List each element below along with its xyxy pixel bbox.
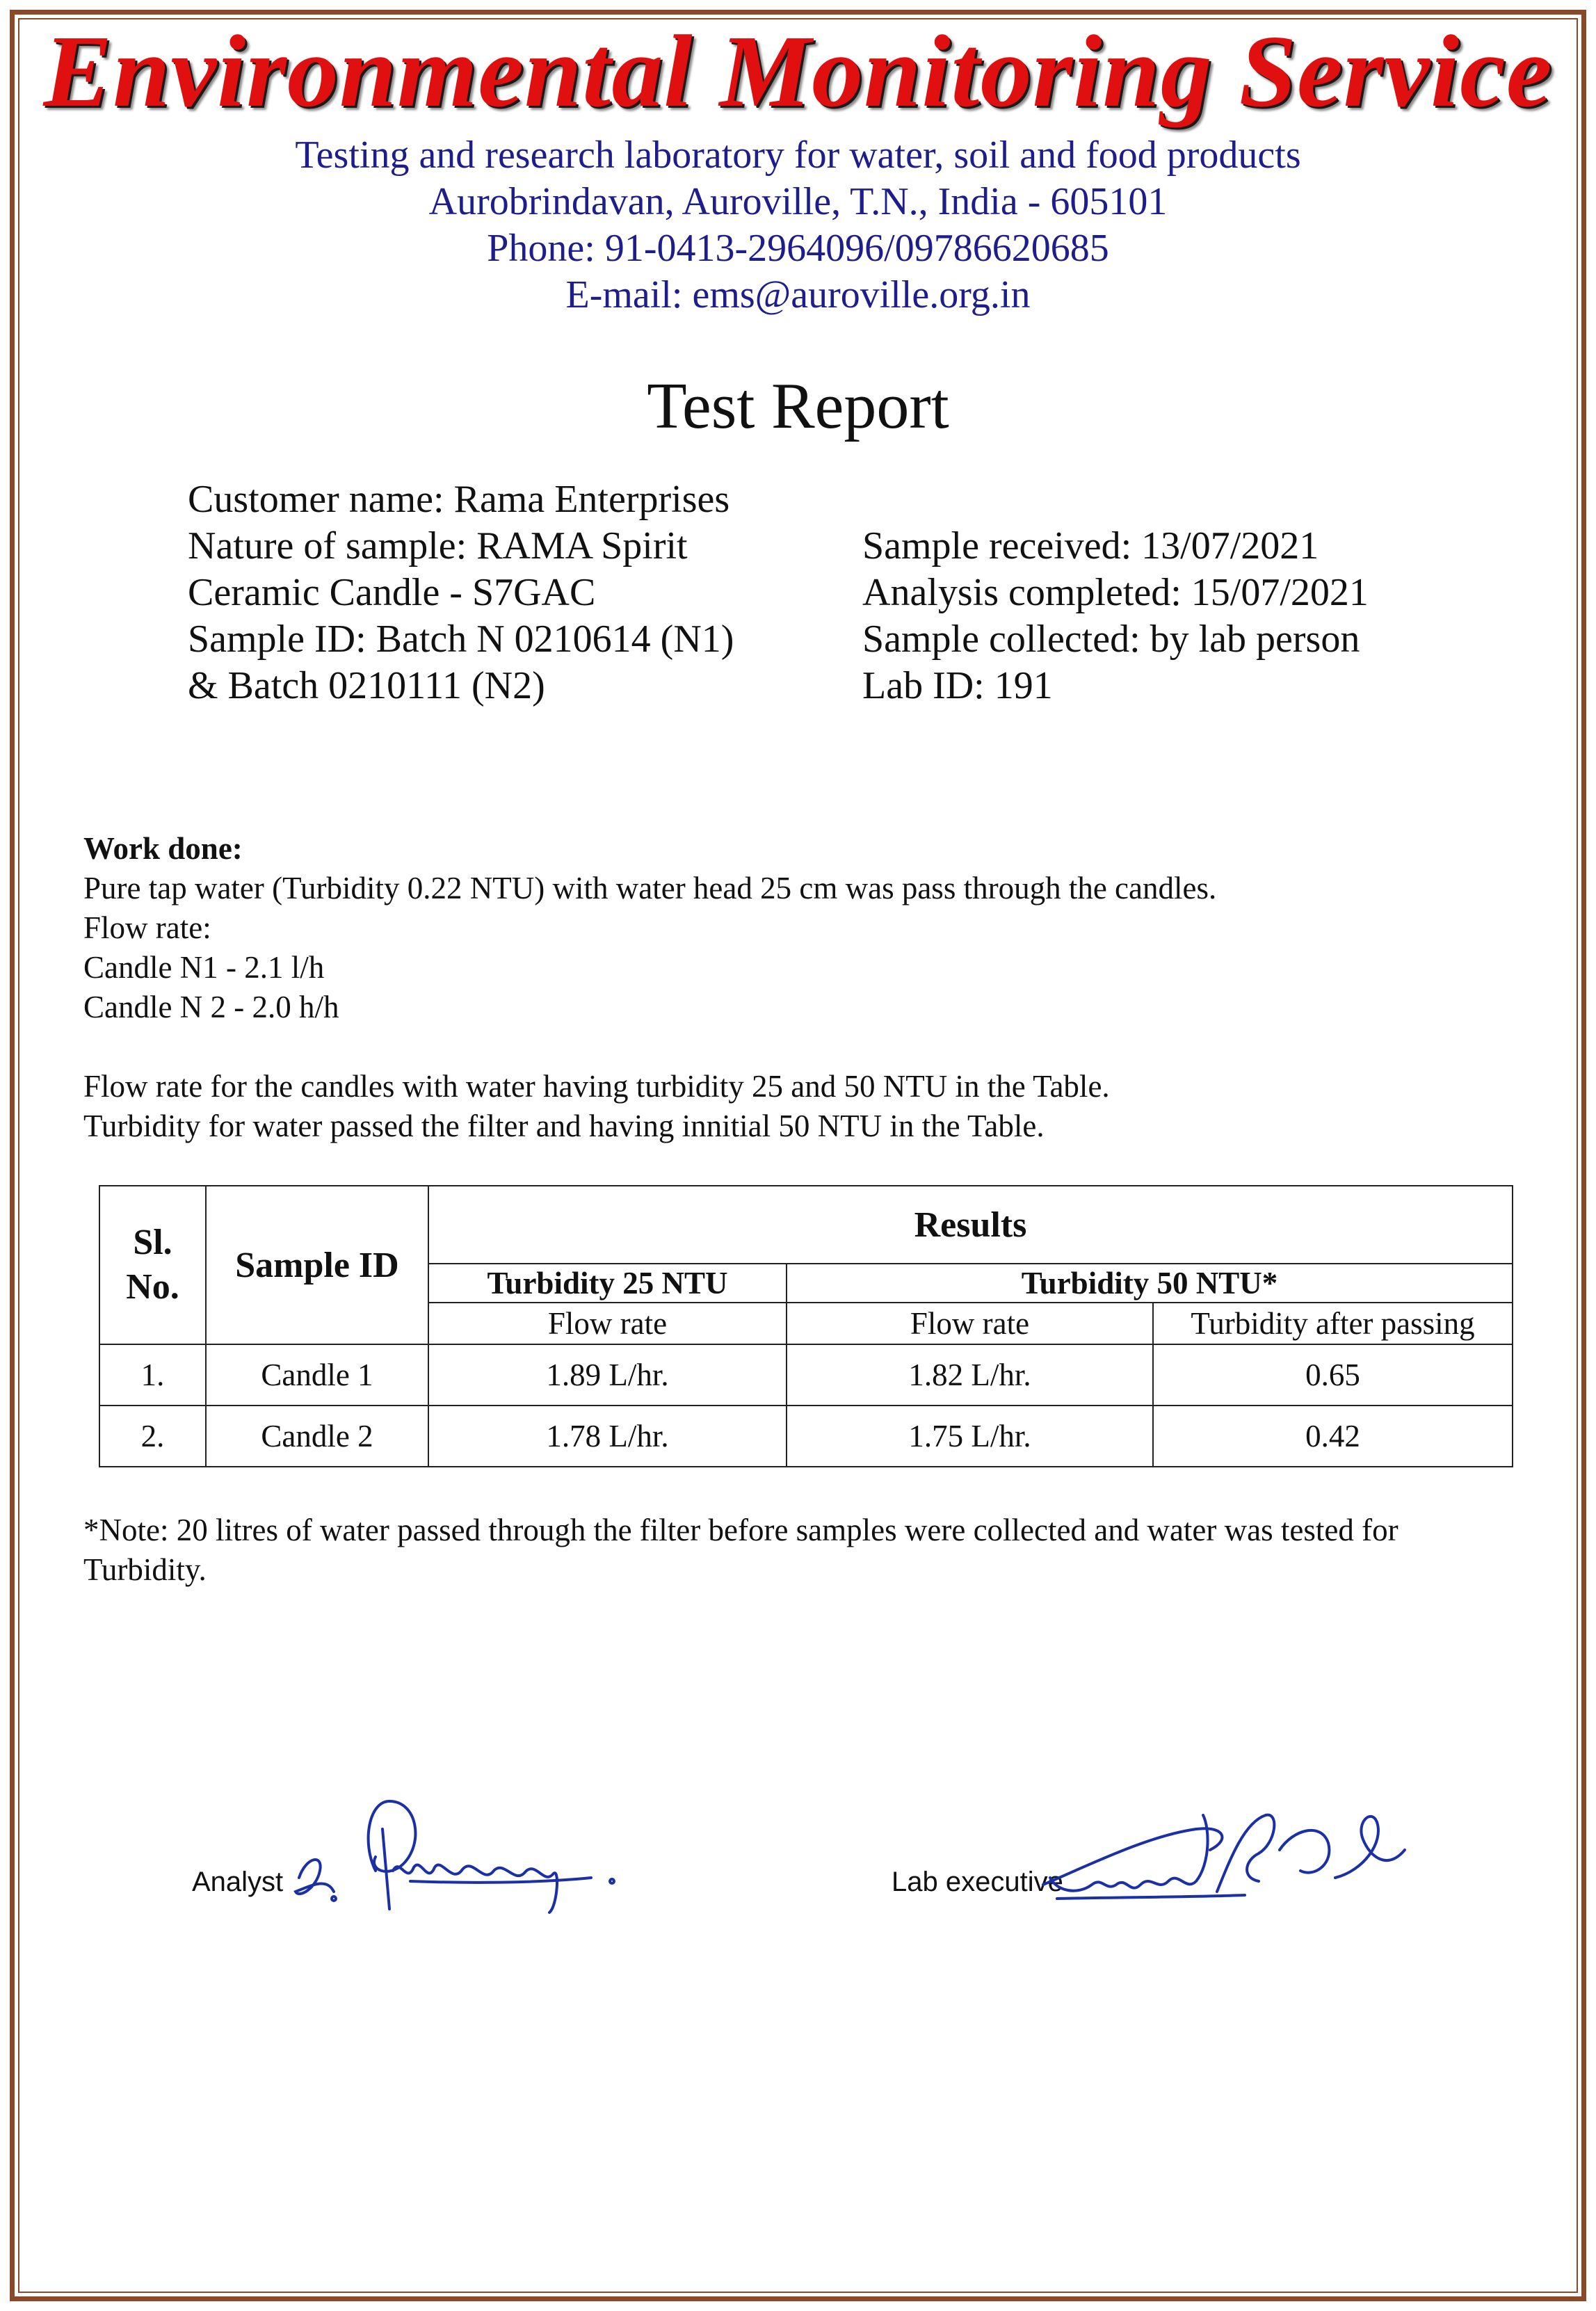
page-border-inner: [18, 18, 1578, 2293]
analyst-label: Analyst: [192, 1867, 284, 1897]
cell-turbidity-after: 0.42: [1153, 1406, 1513, 1467]
lab-id: Lab ID: 191: [862, 664, 1053, 707]
header-results: Results: [428, 1186, 1513, 1264]
cell-sl: 2.: [99, 1406, 206, 1467]
brand-logo-text: Environmental Monitoring Service: [43, 15, 1553, 129]
cell-flow-50: 1.82 L/hr.: [787, 1344, 1153, 1406]
work-line: Pure tap water (Turbidity 0.22 NTU) with water head 25 cm was pass through the candles.: [83, 871, 1217, 905]
work-done-section: [83, 829, 1216, 1146]
sample-id: Sample ID: Batch N 0210614 (N1): [188, 618, 734, 661]
work-done-heading: Work done:: [83, 831, 243, 866]
work-line: Flow rate:: [83, 910, 211, 945]
header-turbidity-50: Turbidity 50 NTU*: [787, 1264, 1513, 1303]
cell-sample: Candle 1: [206, 1344, 428, 1406]
work-line: Candle N 2 - 2.0 h/h: [83, 990, 339, 1024]
lab-phone: Phone: 91-0413-2964096/09786620685: [487, 227, 1109, 270]
analysis-completed: Analysis completed: 15/07/2021: [862, 571, 1369, 614]
header-sl-line1: Sl.: [133, 1223, 172, 1262]
header-sl-line2: No.: [126, 1267, 179, 1307]
cell-turbidity-after: 0.65: [1153, 1344, 1513, 1406]
work-line: Flow rate for the candles with water having turbidity 25 and 50 NTU in the Table.: [83, 1069, 1110, 1104]
footnote: *Note: 20 litres of water passed through the filter before samples were collected and water was tested for Turbidity.: [83, 1513, 1398, 1587]
header-flow-rate-25: Flow rate: [428, 1303, 787, 1344]
cell-flow-50: 1.75 L/hr.: [787, 1406, 1153, 1467]
cell-sample: Candle 2: [206, 1406, 428, 1467]
sample-id-cont: & Batch 0210111 (N2): [188, 664, 545, 707]
header-sample-id: Sample ID: [206, 1186, 428, 1344]
results-table: [99, 1185, 1513, 1467]
sample-nature: Nature of sample: RAMA Spirit: [188, 524, 688, 567]
sample-nature-cont: Ceramic Candle - S7GAC: [188, 571, 596, 614]
cell-flow-25: 1.89 L/hr.: [428, 1344, 787, 1406]
sample-received: Sample received: 13/07/2021: [862, 524, 1319, 567]
sample-collected: Sample collected: by lab person: [862, 618, 1360, 661]
table-row: [99, 1344, 1513, 1406]
lab-executive-label: Lab executive: [892, 1867, 1063, 1897]
work-line: Candle N1 - 2.1 l/h: [83, 950, 325, 985]
lab-tagline: Testing and research laboratory for water, soil and food products: [295, 134, 1301, 177]
lab-address: Aurobrindavan, Auroville, T.N., India - 605101: [428, 180, 1168, 223]
cell-flow-25: 1.78 L/hr.: [428, 1406, 787, 1467]
work-line: Turbidity for water passed the filter and having innitial 50 NTU in the Table.: [83, 1109, 1045, 1143]
header-flow-rate-50: Flow rate: [787, 1303, 1153, 1344]
analyst-signature: [285, 1787, 661, 1940]
table-header-row: [99, 1186, 1513, 1264]
spacer: [83, 1027, 1216, 1067]
header-sl-no: [99, 1186, 206, 1344]
header-turbidity-after: Turbidity after passing: [1153, 1303, 1513, 1344]
table-row: [99, 1406, 1513, 1467]
report-title: Test Report: [647, 370, 949, 442]
lab-email: E-mail: ems@auroville.org.in: [565, 273, 1031, 316]
lab-executive-signature: [1036, 1787, 1426, 1919]
cell-sl: 1.: [99, 1344, 206, 1406]
customer-name: Customer name: Rama Enterprises: [188, 478, 730, 521]
header-turbidity-25: Turbidity 25 NTU: [428, 1264, 787, 1303]
sample-details-left: [188, 476, 734, 709]
sample-details-right: [862, 523, 1369, 709]
lab-contact-block: [0, 132, 1596, 319]
